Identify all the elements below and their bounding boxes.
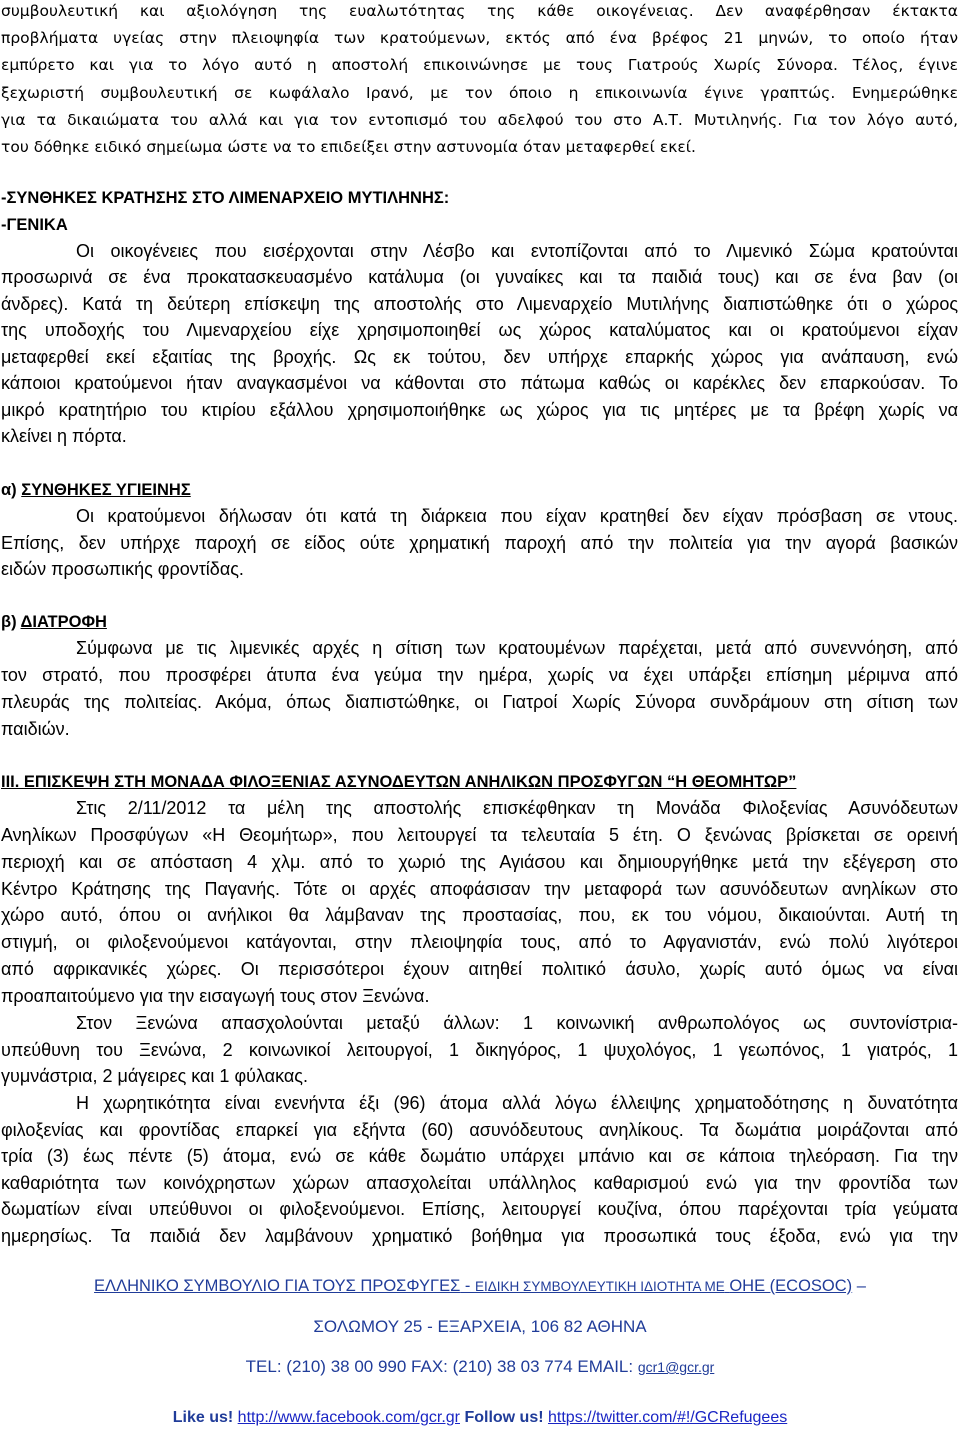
text-line: παιδιών. xyxy=(1,719,70,739)
nutrition-heading xyxy=(1,609,958,636)
hygiene-heading-prefix: α) xyxy=(1,481,22,499)
general-paragraph xyxy=(1,238,958,450)
organization-link[interactable]: ΕΛΛΗΝΙΚΟ ΣΥΜΒΟΥΛΙΟ ΓΙΑ ΤΟΥΣ ΠΡΟΣΦΥΓΕΣ xyxy=(94,1277,461,1295)
follow-label: Follow us! xyxy=(464,1409,544,1426)
text-line: εμπύρετο και για το λόγο αυτό η αποστολή επικοινώνησε με τους Γιατρούς Χωρίς Σύνορα. Τέλος, έγινε xyxy=(1,56,958,75)
subsection-heading: -ΓΕΝΙΚΑ xyxy=(1,215,68,234)
staff-paragraph xyxy=(1,1010,958,1090)
intro-paragraph xyxy=(1,0,958,161)
facebook-link[interactable]: http://www.facebook.com/gcr.gr xyxy=(237,1409,460,1426)
text-line: Σύμφωνα με τις λιμενικές αρχές η σίτιση των κρατουμένων παρέχεται, μετά από συνεννόηση, από xyxy=(76,638,958,658)
text-line: Η χωρητικότητα είναι ενενήντα έξι (96) άτομα αλλά λόγω έλλειψης χρηματοδότησης η δυνατότητα xyxy=(76,1093,958,1113)
text-line: στιγμή, οι φιλοξενούμενοι κατάγονται, στην πλειοψηφία τους, από το Αφγανιστάν, ενώ πολύ λιγότεροι xyxy=(1,932,958,953)
footer-dash: – xyxy=(852,1277,866,1295)
section-heading: -ΣΥΝΘΗΚΕΣ ΚΡΑΤΗΣΗΣ ΣΤΟ ΛΙΜΕΝΑΡΧΕΙΟ ΜΥΤΙΛΗΝΗΣ: xyxy=(1,189,450,207)
text-line: φιλοξενίας και φροντίδας επαρκεί για εξήντα (60) ασυνόδευτους ανηλίκους. Τα δωμάτια μοιράζονται από xyxy=(1,1119,958,1140)
footer-contact xyxy=(0,1355,960,1379)
consultative-status-text: ΕΙΔΙΚΗ ΣΥΜΒΟΥΛΕΥΤΙΚΗ ΙΔΙΟΤΗΤΑ ΜΕ xyxy=(474,1279,725,1294)
address-text: ΣΟΛΩΜΟΥ 25 - ΕΞΑΡΧΕΙΑ, 106 82 ΑΘΗΝΑ xyxy=(313,1317,647,1336)
text-line: ημερησίως. Τα παιδιά δεν λαμβάνουν χρηματικό βοήθημα για προσωπικά τους έξοδα, ενώ για την xyxy=(1,1225,958,1246)
shelter-paragraph xyxy=(1,795,958,1010)
nutrition-heading-title: ΔΙΑΤΡΟΦΗ xyxy=(20,613,107,631)
text-line: συμβουλευτική και αξιολόγηση της ευαλωτότητας της κάθε οικογένειας. Δεν αναφέρθησαν έκτακτα xyxy=(1,2,958,20)
footer-organization-line xyxy=(0,1274,960,1299)
text-line: τον στρατό, που προσφέρει άτυπα ένα γεύμα την ημέρα, χωρίς να έχει υπάρξει επίσημη μέριμνα από xyxy=(1,665,958,685)
text-line: Οι κρατούμενοι δήλωσαν ότι κατά τη διάρκεια που είχαν κρατηθεί δεν είχαν πρόσβαση σε ντους. xyxy=(76,506,958,526)
text-line: κλείνει η πόρτα. xyxy=(1,426,127,447)
contact-text: TEL: (210) 38 00 990 FAX: (210) 38 03 774 EMAIL: xyxy=(245,1357,634,1376)
text-line: Στις 2/11/2012 τα μέλη της αποστολής επισκέφθηκαν τη Μονάδα Φιλοξενίας Ασυνόδευτων xyxy=(76,798,958,818)
text-line: μικρό κρατητήριο του κτιρίου εξάλλου χρησιμοποιήθηκε ως χώρος για τις μητέρες με τα βρέφη χωρίς να xyxy=(1,399,958,420)
detention-headings xyxy=(1,185,958,239)
hygiene-paragraph xyxy=(1,503,958,583)
text-line: δωματίων είναι υπεύθυνοι οι φιλοξενούμενοι. Επίσης, λειτουργεί κουζίνα, όπου παρέχονται τρία γεύματα xyxy=(1,1199,958,1220)
nutrition-heading-prefix: β) xyxy=(1,613,21,631)
shelter-section-heading: ΙΙΙ. ΕΠΙΣΚΕΨΗ ΣΤΗ ΜΟΝΑΔΑ ΦΙΛΟΞΕΝΙΑΣ ΑΣΥΝΟΔΕΥΤΩΝ ΑΝΗΛΙΚΩΝ ΠΡΟΣΦΥΓΩΝ “Η ΘΕΟΜΗΤΩΡ” xyxy=(1,773,797,791)
text-line: άνδρες). Κατά τη δεύτερη επίσκεψη της αποστολής στο Λιμεναρχείο Μυτιλήνης διαπιστώθηκε ότι ο χώρος xyxy=(1,293,958,314)
text-line: από αφρικανικές χώρες. Οι περισσότεροι έχουν αιτηθεί πολιτικό άσυλο, χωρίς αυτό όμως να είναι xyxy=(1,959,958,980)
text-line: καθαριότητα των κοινόχρηστων χώρων απασχολείται υπάλληλος καθαρισμού ενώ για την φροντίδα των xyxy=(1,1172,958,1193)
consultative-status-link[interactable] xyxy=(475,1277,852,1295)
text-line: Στον Ξενώνα απασχολούνται μεταξύ άλλων: 1 κοινωνική ανθρωπολόγος ως συντονίστρια- xyxy=(76,1013,958,1033)
hygiene-heading xyxy=(1,477,958,504)
text-line: περιοχή και σε απόσταση 4 χλμ. από το χωριό της Αγιάσου και δημιουργήθηκε μετά την εξέγερση στο xyxy=(1,851,958,872)
footer-separator: - xyxy=(460,1277,475,1295)
text-line: Επίσης, δεν υπήρχε παροχή σε είδος ούτε χρηματική παροχή από την πολιτεία για την αγορά βασικών xyxy=(1,532,958,553)
text-line: τρία (3) έως πέντε (5) άτομα, ενώ σε κάθε δωμάτιο υπάρχει μπάνιο και σε κάποια τηλεόραση. Για την xyxy=(1,1146,958,1167)
like-label: Like us! xyxy=(172,1409,234,1426)
text-line: μεταφερθεί εκεί εξαιτίας της βροχής. Ως εκ τούτου, δεν υπήρχε επαρκής χώρος για ανάπαυση, ενώ xyxy=(1,346,958,367)
text-line: Κέντρο Κράτησης της Παγανής. Τότε οι αρχές αποφάσισαν την μεταφορά των ασυνόδευτων ανηλίκων στο xyxy=(1,878,958,899)
text-line: Οι οικογένειες που εισέρχονται στην Λέσβο και εντοπίζονται από το Λιμενικό Σώμα κρατούνται xyxy=(76,241,958,261)
text-line: χώρο αυτό, όπου οι ανήλικοι θα λάμβαναν της προστασίας, που, εκ του νόμου, δικαιούνται. Αυτή τη xyxy=(1,905,958,926)
text-line: της υποδοχής του Λιμεναρχείου είχε χρησιμοποιηθεί ως χώρος καταλύματος και οι κρατούμενοι είχαν xyxy=(1,320,958,341)
text-line: υπεύθυνη του Ξενώνα, 2 κοινωνικοί λειτουργοί, 1 δικηγόρος, 1 ψυχολόγος, 1 γεωπόνος, 1 γιατρός, 1 xyxy=(1,1039,958,1060)
text-line: του δόθηκε ειδικό σημείωμα ώστε να το επιδείξει στην αστυνομία όταν μεταφερθεί εκεί. xyxy=(1,138,696,157)
text-line: γυμνάστρια, 2 μάγειρες και 1 φύλακας. xyxy=(1,1066,308,1087)
text-line: για τα δικαιώματα του αλλά και για τον εντοπισμό του αδελφού του στο Α.Τ. Μυτιληνής. Για τον λόγο αυτό, xyxy=(1,110,958,129)
hygiene-heading-title: ΣΥΝΘΗΚΕΣ ΥΓΙΕΙΝΗΣ xyxy=(21,481,191,499)
text-line: προσωρινά σε ένα προκατασκευασμένο κατάλυμα (οι γυναίκες και τα παιδιά τους) και σε ένα βαν (οι xyxy=(1,267,958,288)
text-line: ξεχωριστή συμβουλευτική σε κωφάλαλο Ιρανό, με τον όποιο η επικοινωνία έγινε γραπτώς. Ενημερώθηκε xyxy=(1,83,958,102)
text-line: ειδών προσωπικής φροντίδας. xyxy=(1,559,244,579)
nutrition-paragraph xyxy=(1,635,958,743)
text-line: κάποιοι κρατούμενοι ήταν αναγκασμένοι να κάθονται στο πάτωμα καθώς οι καρέκλες δεν επαρκούσαν. Το xyxy=(1,373,958,394)
un-body-text: ΟΗΕ (ECOSOC) xyxy=(729,1277,853,1295)
footer-address xyxy=(0,1315,960,1339)
email-link[interactable]: gcr1@gcr.gr xyxy=(637,1359,715,1375)
text-line: προβλήματα υγείας στην πλειοψηφία των κρατούμενων, εκτός από ένα βρέφος 21 μηνών, το οποίο ήταν xyxy=(1,29,958,48)
text-line: πλευράς της πολιτείας. Ακόμα, όπως διαπιστώθηκε, οι Γιατροί Χωρίς Σύνορα συνδράμουν στη σίτιση των xyxy=(1,692,958,712)
capacity-paragraph xyxy=(1,1090,958,1250)
twitter-link[interactable]: https://twitter.com/#!/GCRefugees xyxy=(548,1409,788,1426)
footer-social xyxy=(0,1406,960,1430)
text-line: Ανηλίκων Προσφύγων «Η Θεομήτωρ», που λειτουργεί τα τελευταία 5 έτη. Ο ξενώνας βρίσκεται σε ορεινή xyxy=(1,824,958,845)
text-line: προαπαιτούμενο για την εισαγωγή τους στον Ξενώνα. xyxy=(1,985,430,1006)
